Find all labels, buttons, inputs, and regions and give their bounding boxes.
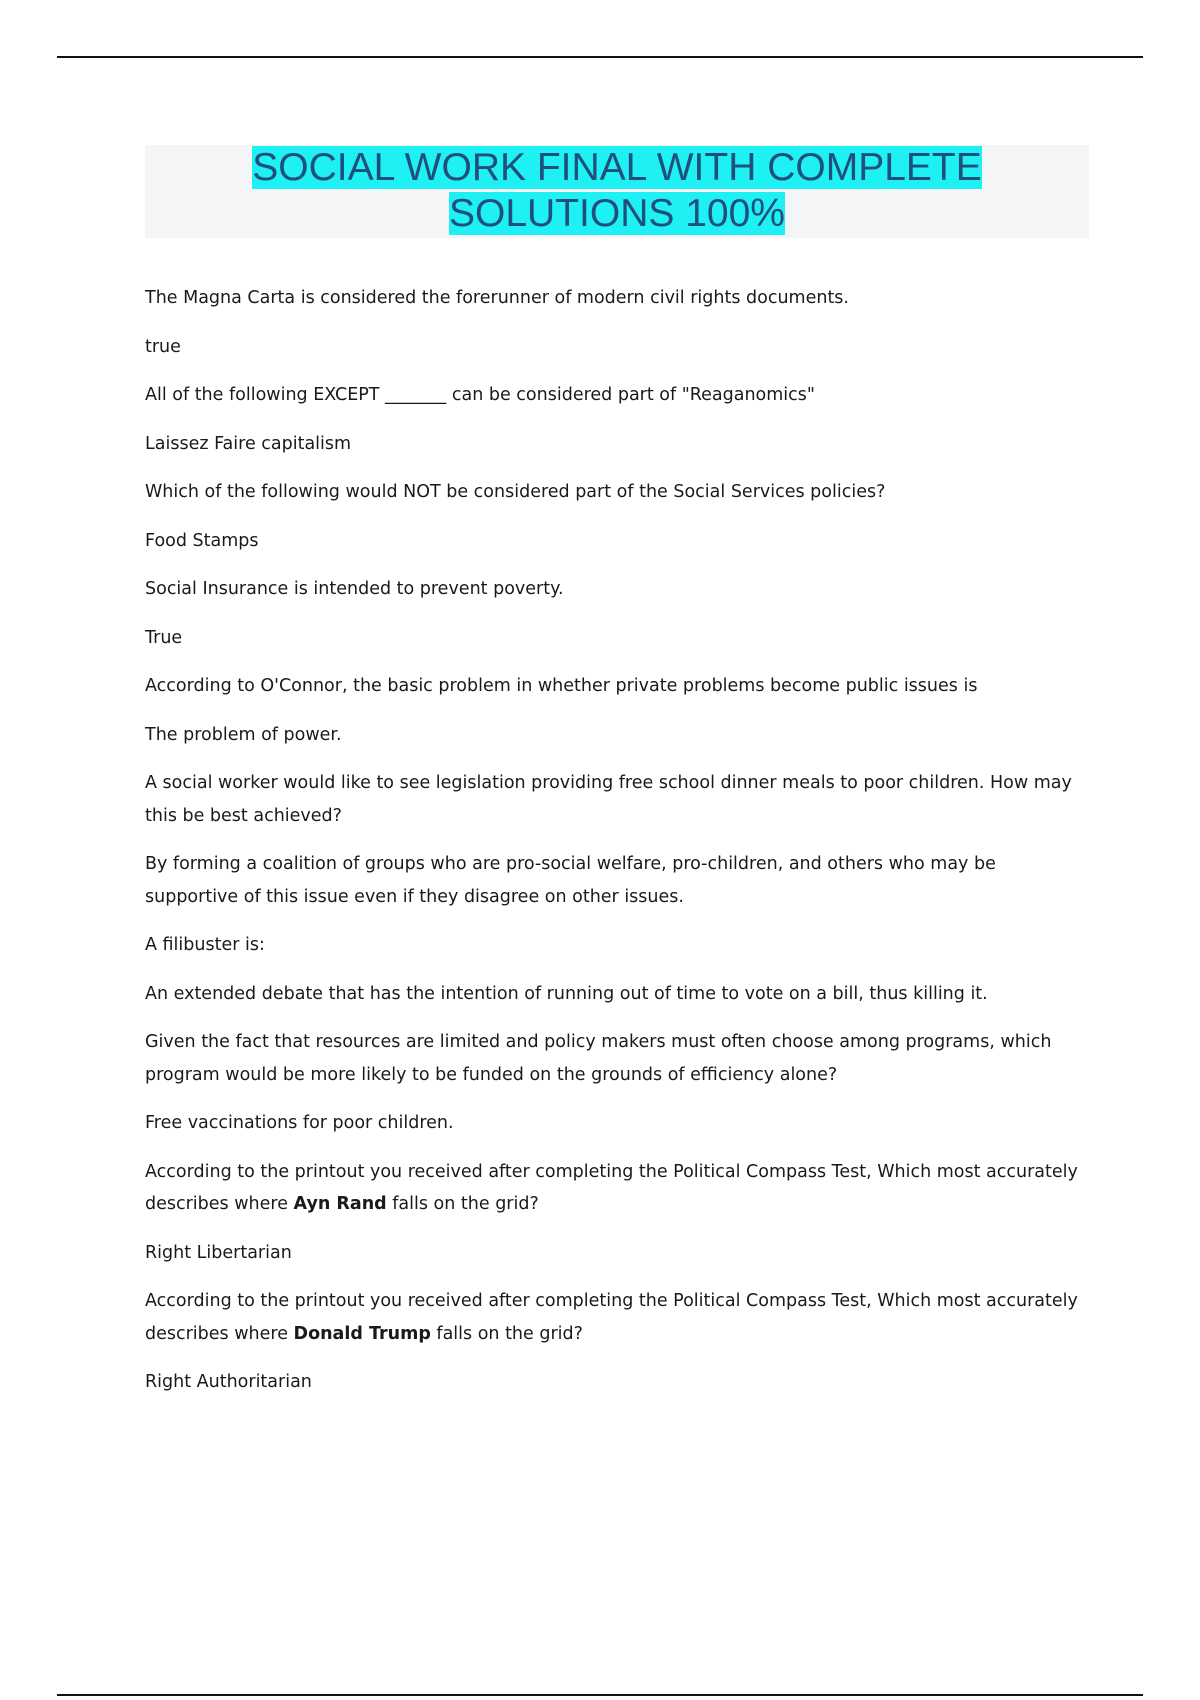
question-bold-name: Donald Trump — [293, 1323, 431, 1344]
header-rule — [57, 56, 1143, 58]
question-text: Which of the following would NOT be considered part of the Social Services policies? — [145, 482, 886, 502]
qa-list — [145, 282, 1090, 1415]
question-text — [145, 1285, 1090, 1350]
question-text: All of the following EXCEPT _______ can be considered part of "Reaganomics" — [145, 385, 815, 405]
question-text: The Magna Carta is considered the forerunner of modern civil rights documents. — [145, 288, 849, 308]
question-text: According to O'Connor, the basic problem in whether private problems become public issues is — [145, 676, 978, 696]
answer-text: Laissez Faire capitalism — [145, 433, 352, 454]
question-prefix: According to the printout you received after completing the Political Compass Test, Which most accurately describes where — [145, 1291, 1078, 1344]
answer-text: Right Libertarian — [145, 1242, 292, 1263]
answer-text: Free vaccinations for poor children. — [145, 1113, 454, 1133]
title-line-1: SOCIAL WORK FINAL WITH COMPLETE — [252, 146, 982, 189]
question-text: A filibuster is: — [145, 935, 265, 955]
question-bold-name: Ayn Rand — [293, 1194, 387, 1214]
answer-text: true — [145, 336, 181, 357]
question-suffix: falls on the grid? — [430, 1323, 583, 1344]
answer-text: Right Authoritarian — [145, 1372, 312, 1392]
answer-text: True — [145, 627, 183, 648]
document-title — [145, 145, 1089, 238]
question-text — [145, 1156, 1090, 1221]
footer-rule — [57, 1694, 1143, 1696]
title-line-2: SOLUTIONS 100% — [449, 192, 785, 235]
question-text: Given the fact that resources are limited and policy makers must often choose among programs, which program would be more likely to be funded on the grounds of efficiency alone? — [145, 1032, 1052, 1085]
answer-text: An extended debate that has the intention of running out of time to vote on a bill, thus killing it. — [145, 983, 988, 1004]
answer-text: The problem of power. — [145, 724, 342, 745]
question-prefix: According to the printout you received after completing the Political Compass Test, Which most accurately describes where — [145, 1161, 1078, 1214]
question-suffix: falls on the grid? — [386, 1194, 539, 1214]
question-text: A social worker would like to see legislation providing free school dinner meals to poor children. How may this be best achieved? — [145, 773, 1072, 826]
answer-text: Food Stamps — [145, 530, 259, 551]
answer-text: By forming a coalition of groups who are pro-social welfare, pro-children, and others who may be supportive of this issue even if they disagree on other issues. — [145, 854, 996, 907]
question-text: Social Insurance is intended to prevent poverty. — [145, 579, 564, 599]
